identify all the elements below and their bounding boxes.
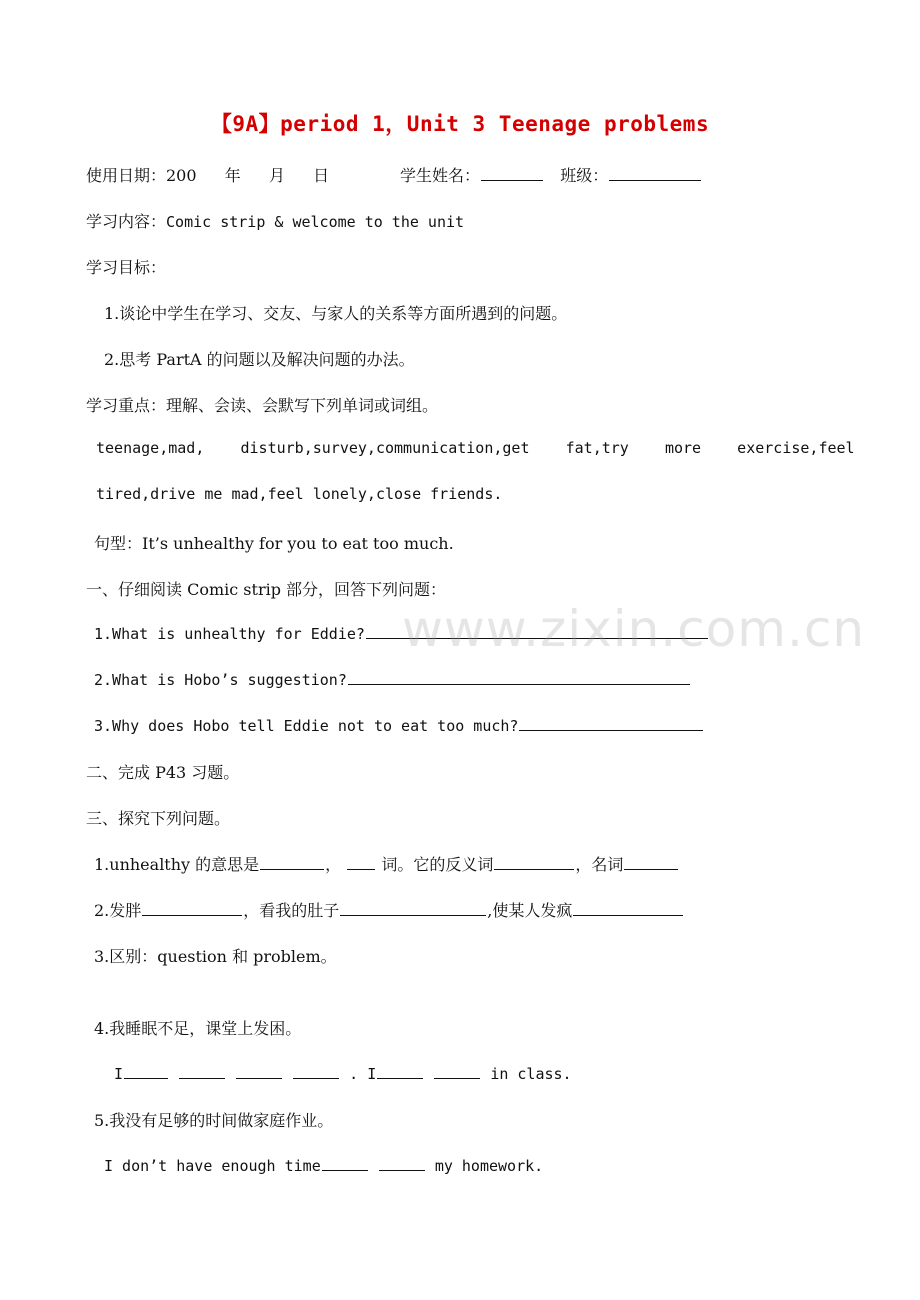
section1-question-3: 3.Why does Hobo tell Eddie not to eat too much? <box>94 714 704 735</box>
section2-heading: 二、完成 P43 习题。 <box>86 763 240 782</box>
answer-blank[interactable] <box>519 714 703 731</box>
year-label: 年 <box>224 166 241 185</box>
sentence-pattern: 句型：It’s unhealthy for you to eat too much. <box>94 534 454 553</box>
answer-blank[interactable] <box>236 1062 282 1079</box>
objective-item: 1.谈论中学生在学习、交友、与家人的关系等方面所遇到的问题。 <box>104 304 568 323</box>
student-info-row <box>400 163 702 186</box>
section3-question-5-english: I don’t have enough time my homework. <box>104 1154 543 1175</box>
section3-question-1: 1.unhealthy 的意思是 ， 词。它的反义词 ，名词 <box>94 852 679 875</box>
answer-blank[interactable] <box>573 899 683 916</box>
answer-blank[interactable] <box>124 1062 168 1079</box>
section1-heading: 一、仔细阅读 Comic strip 部分，回答下列问题： <box>86 580 447 599</box>
day-label: 日 <box>313 166 330 185</box>
section3-question-4: 4.我睡眠不足，课堂上发困。 <box>94 1019 302 1038</box>
section3-question-5: 5.我没有足够的时间做家庭作业。 <box>94 1111 334 1130</box>
answer-blank[interactable] <box>260 853 324 870</box>
answer-blank[interactable] <box>434 1062 480 1079</box>
answer-blank[interactable] <box>293 1062 339 1079</box>
section3-question-2: 2.发胖 ，看我的肚子 ,使某人发疯 <box>94 898 684 921</box>
section3-question-3: 3.区别：question 和 problem。 <box>94 947 337 966</box>
month-label: 月 <box>268 166 285 185</box>
answer-blank[interactable] <box>377 1062 423 1079</box>
answer-blank[interactable] <box>624 853 678 870</box>
focus-words-line2: tired,drive me mad,feel lonely,close friends. <box>96 485 503 503</box>
objectives-label: 学习目标： <box>86 258 167 277</box>
page-title: 【9A】period 1，Unit 3 Teenage problems <box>210 112 710 136</box>
content-value: Comic strip & welcome to the unit <box>166 213 465 231</box>
answer-blank[interactable] <box>142 899 242 916</box>
section1-question-2: 2.What is Hobo’s suggestion? <box>94 668 691 689</box>
answer-blank[interactable] <box>379 1154 425 1171</box>
answer-blank[interactable] <box>179 1062 225 1079</box>
section3-heading: 三、探究下列问题。 <box>86 809 231 828</box>
student-name-label: 学生姓名： <box>400 166 481 185</box>
answer-blank[interactable] <box>348 668 690 685</box>
student-name-blank[interactable] <box>481 164 543 181</box>
class-label: 班级： <box>560 166 609 185</box>
focus-label: 学习重点：理解、会读、会默写下列单词或词组。 <box>86 396 439 415</box>
answer-blank[interactable] <box>347 853 375 870</box>
focus-words-line1: teenage,mad, disturb,survey,communication,get fat,try more exercise,feel <box>96 439 855 457</box>
section1-question-1: 1.What is unhealthy for Eddie? <box>94 622 709 643</box>
header-row <box>86 163 329 186</box>
answer-blank[interactable] <box>340 899 486 916</box>
watermark: www.zixin.com.cn <box>402 600 866 658</box>
objective-item: 2.思考 PartA 的问题以及解决问题的办法。 <box>104 350 415 369</box>
answer-blank[interactable] <box>322 1154 368 1171</box>
date-label: 使用日期：200 <box>86 166 197 185</box>
content-label: 学习内容： <box>86 212 167 231</box>
class-blank[interactable] <box>609 164 701 181</box>
answer-blank[interactable] <box>494 853 574 870</box>
section3-question-4-english: I . I in class. <box>114 1062 572 1083</box>
content-row <box>86 209 464 232</box>
